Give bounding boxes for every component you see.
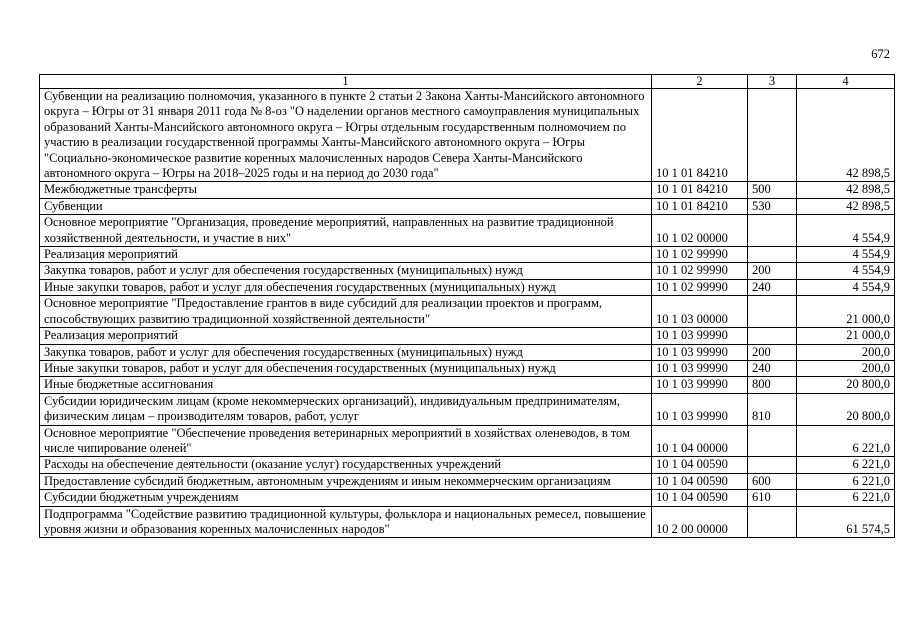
header-row [40,75,895,89]
row-name: Иные закупки товаров, работ и услуг для обеспечения государственных (муниципальных) нужд [40,360,652,376]
row-name: Субвенции [40,198,652,214]
row-code: 10 1 03 99990 [652,393,748,425]
row-code: 10 1 04 00590 [652,490,748,506]
row-amount: 6 221,0 [797,425,895,457]
row-code: 10 1 03 99990 [652,377,748,393]
row-name: Субвенции на реализацию полномочия, указанного в пункте 2 статьи 2 Закона Ханты-Мансийского автономного округа – Югры от 31 января 2011 года № 8-оз "О наделении органов местного самоуправления муниципальных образований Ханты-Мансийского автономного округа – Югры отдельным государственным полномочием по участию в реализации государственной программы Ханты-Мансийского автономного округа – Югры "Социально-экономическое развитие коренных малочисленных народов Севера Ханты-Мансийского автономного округа – Югры на 2018–2025 годы и на период до 2030 года" [40,89,652,182]
row-name: Закупка товаров, работ и услуг для обеспечения государственных (муниципальных) нужд [40,344,652,360]
table-row [40,506,895,538]
row-expense-type [748,296,797,328]
row-expense-type [748,506,797,538]
row-code: 10 1 01 84210 [652,89,748,182]
header-col-3: 3 [748,75,797,89]
row-expense-type [748,457,797,473]
budget-table [39,74,895,538]
row-amount: 200,0 [797,344,895,360]
table-row [40,328,895,344]
row-amount: 200,0 [797,360,895,376]
row-expense-type: 610 [748,490,797,506]
table-header [40,75,895,89]
row-amount: 42 898,5 [797,89,895,182]
row-expense-type: 240 [748,360,797,376]
row-expense-type: 240 [748,279,797,295]
row-name: Субсидии бюджетным учреждениям [40,490,652,506]
row-expense-type: 600 [748,473,797,489]
row-name: Основное мероприятие "Организация, проведение мероприятий, направленных на развитие традиционной хозяйственной деятельности, и участие в них" [40,215,652,247]
table-row [40,377,895,393]
row-expense-type: 800 [748,377,797,393]
row-expense-type: 200 [748,263,797,279]
row-code: 10 1 01 84210 [652,182,748,198]
row-code: 10 1 03 99990 [652,328,748,344]
row-code: 10 1 01 84210 [652,198,748,214]
table-body [40,89,895,538]
row-amount: 42 898,5 [797,182,895,198]
row-amount: 42 898,5 [797,198,895,214]
row-expense-type [748,215,797,247]
row-name: Иные бюджетные ассигнования [40,377,652,393]
row-expense-type: 530 [748,198,797,214]
row-code: 10 1 02 99990 [652,279,748,295]
row-amount: 21 000,0 [797,296,895,328]
row-amount: 4 554,9 [797,215,895,247]
row-amount: 4 554,9 [797,263,895,279]
row-amount: 6 221,0 [797,457,895,473]
row-expense-type: 500 [748,182,797,198]
row-amount: 21 000,0 [797,328,895,344]
row-code: 10 2 00 00000 [652,506,748,538]
row-name: Предоставление субсидий бюджетным, автономным учреждениям и иным некоммерческим организациям [40,473,652,489]
row-amount: 4 554,9 [797,279,895,295]
table-row [40,279,895,295]
header-col-1: 1 [40,75,652,89]
row-code: 10 1 03 99990 [652,360,748,376]
row-code: 10 1 04 00590 [652,457,748,473]
row-name: Иные закупки товаров, работ и услуг для обеспечения государственных (муниципальных) нужд [40,279,652,295]
row-expense-type [748,328,797,344]
table-row [40,296,895,328]
row-expense-type [748,89,797,182]
row-name: Субсидии юридическим лицам (кроме некоммерческих организаций), индивидуальным предпринимателям, физическим лицам – производителям товаров, работ, услуг [40,393,652,425]
table-row [40,393,895,425]
row-expense-type [748,247,797,263]
row-code: 10 1 02 00000 [652,215,748,247]
row-code: 10 1 04 00000 [652,425,748,457]
table-row [40,360,895,376]
header-col-2: 2 [652,75,748,89]
row-code: 10 1 04 00590 [652,473,748,489]
row-name: Закупка товаров, работ и услуг для обеспечения государственных (муниципальных) нужд [40,263,652,279]
table-row [40,247,895,263]
row-code: 10 1 03 00000 [652,296,748,328]
row-name: Основное мероприятие "Обеспечение проведения ветеринарных мероприятий в хозяйствах оленеводов, в том числе чипирование оленей" [40,425,652,457]
row-expense-type [748,425,797,457]
table-row [40,490,895,506]
row-name: Реализация мероприятий [40,328,652,344]
row-code: 10 1 03 99990 [652,344,748,360]
table-row [40,425,895,457]
row-amount: 4 554,9 [797,247,895,263]
table-row [40,215,895,247]
table-row [40,263,895,279]
row-amount: 6 221,0 [797,473,895,489]
table-row [40,182,895,198]
row-expense-type: 810 [748,393,797,425]
table-row [40,457,895,473]
row-amount: 20 800,0 [797,377,895,393]
row-name: Расходы на обеспечение деятельности (оказание услуг) государственных учреждений [40,457,652,473]
row-name: Подпрограмма "Содействие развитию традиционной культуры, фольклора и национальных ремесел, повышение уровня жизни и образования коренных малочисленных народов" [40,506,652,538]
row-amount: 20 800,0 [797,393,895,425]
row-code: 10 1 02 99990 [652,263,748,279]
row-name: Реализация мероприятий [40,247,652,263]
row-name: Основное мероприятие "Предоставление грантов в виде субсидий для реализации проектов и программ, способствующих развитию традиционной хозяйственной деятельности" [40,296,652,328]
header-col-4: 4 [797,75,895,89]
table-row [40,89,895,182]
table-row [40,344,895,360]
page-number: 672 [871,47,890,61]
row-expense-type: 200 [748,344,797,360]
row-name: Межбюджетные трансферты [40,182,652,198]
row-amount: 6 221,0 [797,490,895,506]
row-amount: 61 574,5 [797,506,895,538]
table-row [40,473,895,489]
table-row [40,198,895,214]
row-code: 10 1 02 99990 [652,247,748,263]
